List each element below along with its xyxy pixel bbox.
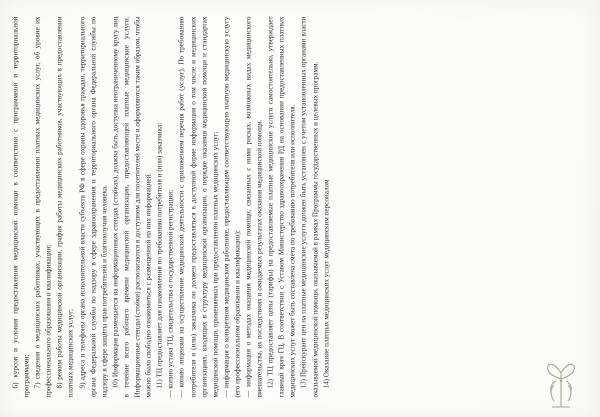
paragraph: 11) ТЦ предоставляет для ознакомления по требованию потребителя и (или) заказчика: xyxy=(155,122,164,388)
paragraph: 12) ТЦ предоставляет цены (тарифы) на предоставляемые платные медицинские услуги самостоятельно, утверждает главный врач ГЦ. В соответствии с Уставом Министерство здравоохранения РД на основании предоставленных платных медицинских услуг может быть составлена смета по требованию потребителя или исполнителя. xyxy=(266,16,297,397)
medical-emblem-stamp-icon xyxy=(530,351,592,413)
paragraph: 9) адреса и телефоны органа исполнительной власти субъекта РФ в сфере охраны здоровья граждан, территориального органа Федеральной службы по надзору в сфере здравоохранения и территориального органа Федеральной службы по надзору в сфере защиты прав потребителей и благополучия человека. xyxy=(77,16,108,397)
paragraph: 13) Прейскурант цен на платные медицинские услуги должен быть установлен с учетом установленных органами власти оказываемой медицинской помощи, оказываемой в рамках Программы государственных и целевых программ. xyxy=(299,16,319,397)
paragraph: 6) курсов и условия предоставления медицинской помощи в соответствии с программной и территориальной программами; xyxy=(11,16,31,397)
document-text-body xyxy=(10,16,332,397)
paragraph: — информация о методах оказания медицинской помощи, связанных с ними рисках, возможных видах медицинского вмешательства, их последствиях и ожидаемых результатах оказания медицинской помощи. xyxy=(243,16,264,397)
paragraph: 14) Оказание платных медицинских услуг медицинским персоналом xyxy=(321,179,330,388)
paragraph: — копию устава ТЦ, свидетельства о государственной регистрации; xyxy=(166,189,175,397)
paragraph: 7) сведения о медицинских работниках, участвующих в предоставлении платных медицинских услуг, об уровне их профессионального образования и квалификации; xyxy=(33,16,53,397)
paragraph: 10) Информация размещается на информационных стендах (стойках), должна быть доступна неограниченному кругу лиц в течение всего рабочего времени медицинской организации, предоставляющей платные медицинские услуги. Информационные стенды (стойки) располагаются в доступном для посетителей месте и оформляются таким образом, чтобы можно было свободно ознакомиться с размещенной на них информацией. xyxy=(110,16,153,397)
paragraph: — копию лицензии на осуществление медицинской деятельности с приложением перечня работ (услуг). По требованию потребителя и (или) заказчика он должен предоставляться в доступной форме информация о том числе и медицинских организациях, входящих в структуру медицинской организации, о порядке оказания медицинской помощи и стандартах медицинской помощи, применяемых при предоставлении платных медицинских услуг; xyxy=(177,16,219,397)
paragraph: — информация о конкретном медицинском работнике, предоставляющем соответствующую платную медицинскую услугу (его профессиональном образовании и квалификации); xyxy=(221,16,241,397)
paragraph: 8) режим работы медицинской организации, график работы медицинских работников, участвующих в предоставлении платных медицинских услуг; xyxy=(55,16,75,397)
